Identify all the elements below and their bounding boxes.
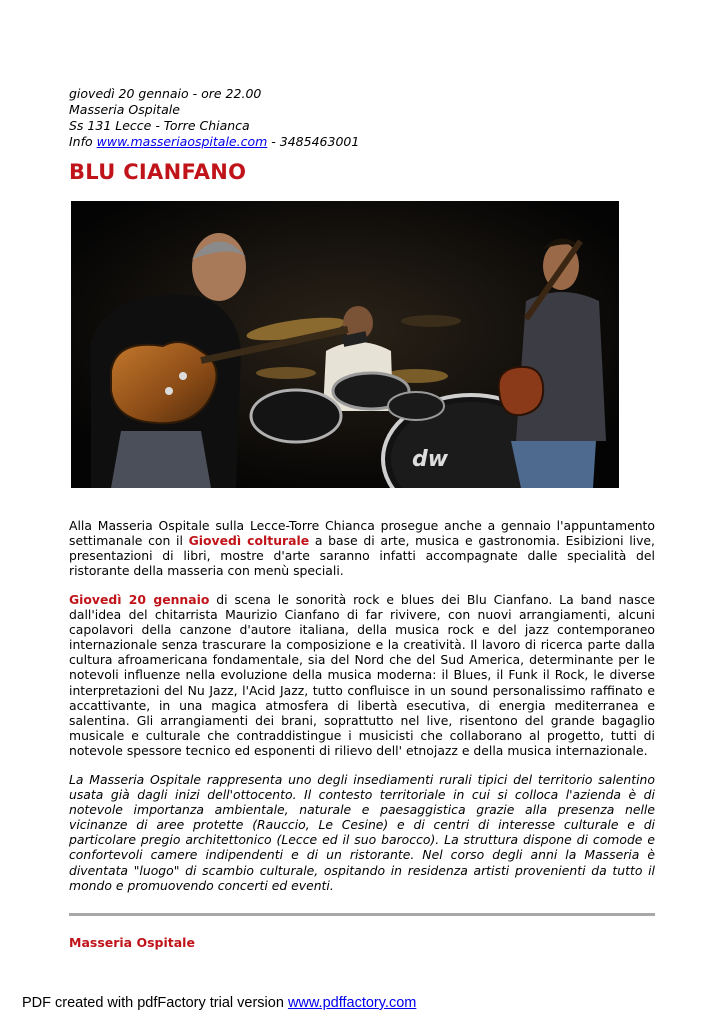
pdf-note-text: PDF created with pdfFactory trial version bbox=[22, 995, 284, 1011]
pdffactory-link[interactable]: www.pdffactory.com bbox=[287, 995, 417, 1011]
highlight-event-date: Giovedì 20 gennaio bbox=[69, 592, 210, 607]
highlight-giovedi-colturale: Giovedì colturale bbox=[188, 533, 310, 549]
section-divider bbox=[69, 913, 655, 916]
band-photo bbox=[71, 201, 619, 488]
footer-venue-label: Masseria Ospitale bbox=[69, 935, 195, 950]
venue-paragraph: La Masseria Ospitale rappresenta uno degli insediamenti rurali tipici del territorio salentino usata già dagli inizi dell'ottocento. Il contesto territoriale in cui si colloca l'azienda è di notevole importanza ambientale, naturale e paesaggistica grazie alla presenza nelle vicinanze di aree protette (Rauccio, Le Cesine) e di centri di interesse culturale e di particolare pregio architettonico (Lecce ed il suo barocco). La struttura dispone di comode e confortevoli camere indipendenti e di un ristorante. Nel corso degli anni la Masseria è diventata "luogo" di scambio culturale, ospitando in residenza artisti provenienti da tutto il mondo e promuovendo concerti ed eventi. bbox=[69, 772, 655, 893]
band-photo-illustration bbox=[71, 201, 619, 488]
event-venue: Masseria Ospitale bbox=[69, 102, 180, 117]
phone-separator: - bbox=[271, 134, 276, 149]
website-link[interactable]: www.masseriaospitale.com bbox=[96, 134, 268, 149]
info-label: Info bbox=[69, 134, 93, 149]
event-address: Ss 131 Lecce - Torre Chianca bbox=[69, 118, 250, 133]
event-date-time: giovedì 20 gennaio - ore 22.00 bbox=[69, 86, 262, 101]
pdf-creator-note bbox=[22, 995, 416, 1011]
event-info bbox=[69, 86, 669, 150]
band-text: di scena le sonorità rock e blues dei Blu Cianfano. La band nasce dall'idea del chitarrista Maurizio Cianfano di far rivivere, con nuovi arrangiamenti, alcuni capolavori della canzone d'autore italiana, della musica rock e del jazz contemporaneo internazionale senza trascurare la composizione e la creatività. Il lavoro di ricerca parte dalla cultura afroamericana fondamentale, sia del Nord che del Sud America, determinante per le notevoli influenze nella evoluzione della musica moderna: il Blues, il Funk il Rock, le diverse interpretazioni del Nu Jazz, l'Acid Jazz, tutto confluisce in un sound personalissimo raffinato e accattivante, in una magica atmosfera di libertà esecutiva, di energia mediterranea e salentina. Gli arrangiamenti dei brani, soprattutto nel live, risentono del grande bagaglio musicale e culturale che contraddistingue i musicisti che collaborano al progetto, tutti di notevole spessore tecnico ed esponenti di rilievo dell' etnojazz e della musica internazionale. bbox=[69, 592, 655, 758]
intro-text-end: a base di arte, musica e gastronomia. Esibizioni live, presentazioni di libri, mostre d'arte saranno infatti accompagnate dalle specialità del ristorante della masseria con menù speciali. bbox=[69, 533, 655, 579]
drum-logo: dw bbox=[412, 447, 449, 472]
page-title: BLU CIANFANO bbox=[69, 160, 247, 184]
event-contact bbox=[69, 134, 669, 150]
phone-number: 3485463001 bbox=[279, 134, 360, 149]
band-paragraph bbox=[69, 592, 655, 758]
intro-paragraph bbox=[69, 518, 655, 578]
intro-text-start: Alla Masseria Ospitale sulla Lecce-Torre Chianca prosegue anche a gennaio l'appuntamento settimanale con il bbox=[69, 518, 655, 549]
